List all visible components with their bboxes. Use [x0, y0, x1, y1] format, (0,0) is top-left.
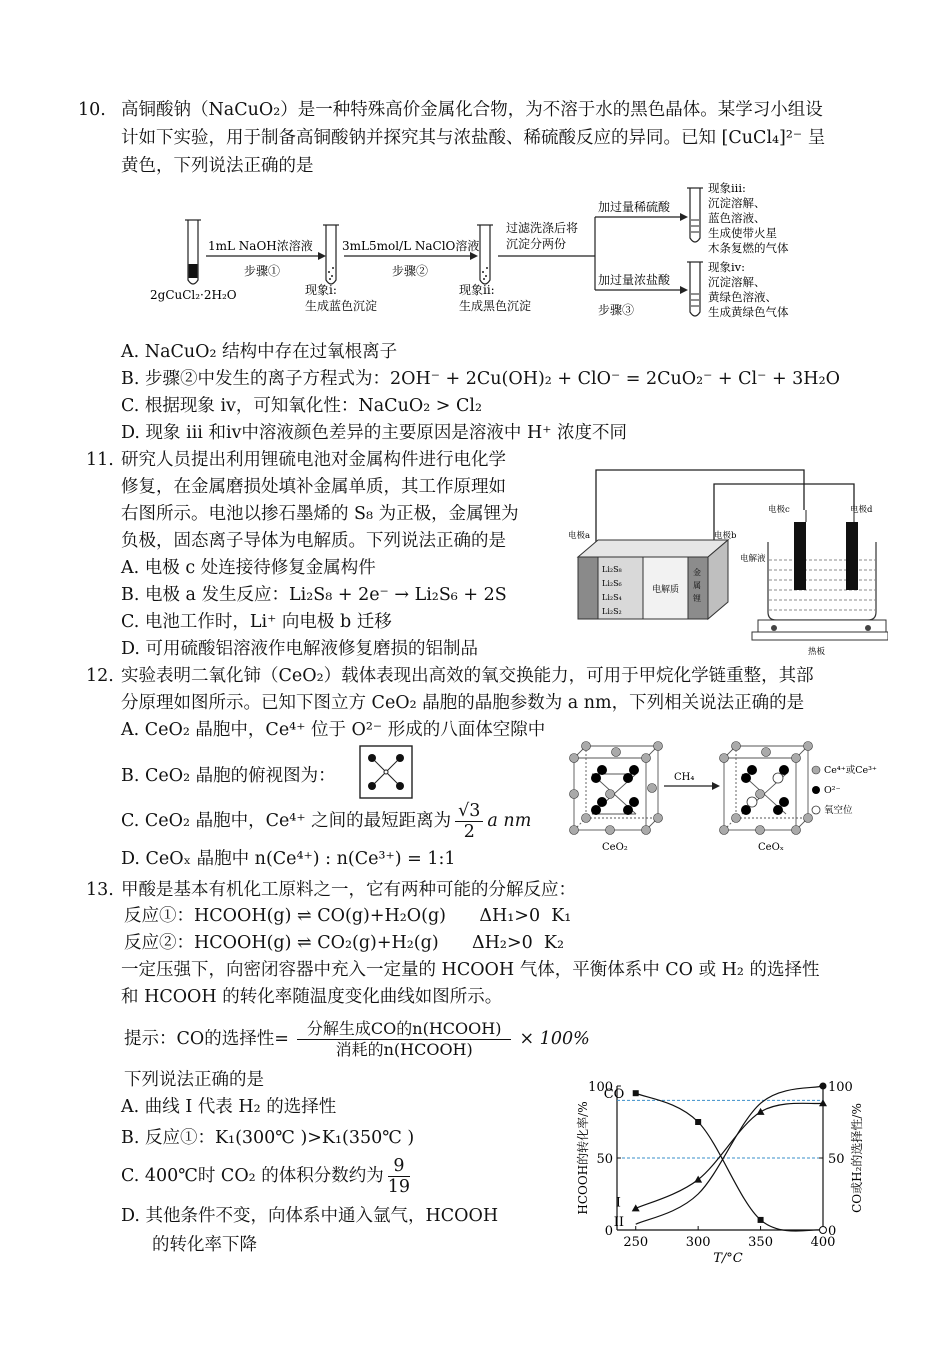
observation-1-text: 生成蓝色沉淀 [305, 299, 378, 313]
series-line-I [636, 1103, 823, 1208]
electrode-d-rod [846, 522, 858, 590]
q13-chart [565, 1072, 890, 1272]
series-label-II: II [613, 1215, 625, 1231]
svg-text:氧空位: 氧空位 [824, 805, 853, 816]
ceox-label: CeOₓ [758, 842, 785, 853]
q13-option-d-line1[interactable]: D. 其他条件不变，向体系中通入氩气，HCOOH [121, 1206, 499, 1226]
data-point-CO [695, 1119, 701, 1125]
q12-number: 12. [86, 666, 114, 686]
q13-hint-label: 提示：CO的选择性= [124, 1029, 289, 1049]
svg-text:Li₂S₆: Li₂S₆ [602, 579, 622, 588]
q13-paragraph-line2: 和 HCOOH 的转化率随温度变化曲线如图所示。 [121, 987, 503, 1007]
q13-reaction-2: 反应②：HCOOH(g) ⇌ CO₂(g)+H₂(g) ΔH₂>0 K₂ [124, 933, 564, 953]
q12-option-c[interactable] [121, 796, 531, 846]
series-label-CO: CO [603, 1087, 625, 1103]
svg-text:沉淀溶解、: 沉淀溶解、 [708, 196, 766, 210]
series-label-I: I [615, 1195, 621, 1211]
q11-option-c[interactable]: C. 电池工作时，Li⁺ 向电极 b 迁移 [121, 612, 392, 632]
metal-lithium-label [693, 567, 701, 603]
test-tube-2 [323, 225, 339, 284]
q10-flow-diagram [140, 180, 820, 330]
q11-stem-line4: 负极，固态离子导体为电解质。下列说法正确的是 [121, 531, 506, 551]
svg-text:现象iii:: 现象iii: [708, 181, 746, 195]
q13-hint-fraction: $\frac{\text{分解生成CO的n(HCOOH)}}{\text{消耗的n(HCOOH)}}$ [297, 1019, 512, 1060]
q12-crystal-figure [562, 740, 887, 855]
q11-stem-line2: 修复，在金属磨损处填补金属单质，其工作原理如 [121, 477, 506, 497]
y-axis-title-left: HCOOH的转化率/% [576, 1101, 590, 1215]
electrode-c-label: 电极c [768, 505, 790, 515]
svg-text:Ce⁴⁺或Ce³⁺: Ce⁴⁺或Ce³⁺ [824, 765, 877, 776]
q13-hint-suffix: × 100% [519, 1029, 590, 1049]
q11-stem-line1: 研究人员提出利用锂硫电池对金属构件进行电化学 [121, 450, 506, 470]
y-tick-label-left: 50 [596, 1152, 613, 1167]
data-point-I [757, 1108, 765, 1115]
ceox-unit-cell [720, 742, 813, 835]
q12-option-a[interactable]: A. CeO₂ 晶胞中，Ce⁴⁺ 位于 O²⁻ 形成的八面体空隙中 [121, 720, 546, 740]
y-tick-label-left: 100 [588, 1080, 613, 1095]
svg-text:生成黄绿色气体: 生成黄绿色气体 [708, 305, 789, 319]
battery-block [578, 540, 728, 619]
data-point-I [632, 1204, 640, 1211]
ceo2-label: CeO₂ [602, 842, 628, 853]
q13-question: 下列说法正确的是 [124, 1070, 264, 1090]
q13-option-c-text: C. 400℃时 CO₂ 的体积分数约为 [121, 1166, 384, 1186]
x-tick-label: 400 [810, 1235, 836, 1250]
test-tube-4 [690, 188, 700, 242]
q12-stem-line2: 分原理如图所示。已知下图立方 CeO₂ 晶胞的晶胞参数为 a nm，下列相关说法正确的是 [121, 693, 805, 713]
x-tick-label: 300 [685, 1235, 711, 1250]
data-point-I [819, 1099, 827, 1106]
acid-1-label: 加过量稀硫酸 [598, 200, 671, 214]
q13-stem: 甲酸是基本有机化工原料之一，它有两种可能的分解反应： [121, 880, 576, 900]
series-line-CO [636, 1093, 823, 1231]
q11-number: 11. [86, 450, 114, 470]
split-label-2: 沉淀分两份 [506, 237, 567, 251]
y-tick-label-right: 100 [828, 1080, 853, 1095]
y-tick-label-right: 0 [828, 1224, 837, 1239]
y-axis-title-right: CO或H₂的选择性/% [850, 1103, 864, 1213]
svg-text:木条复燃的气体: 木条复燃的气体 [708, 241, 789, 255]
q10-number: 10. [78, 100, 106, 120]
test-tube-3 [477, 225, 493, 284]
q10-option-c[interactable]: C. 根据现象 iv，可知氧化性：NaCuO₂ > Cl₂ [121, 396, 482, 416]
q12-option-d[interactable]: D. CeOₓ 晶胞中 n(Ce⁴⁺) : n(Ce³⁺) = 1:1 [121, 849, 456, 869]
electrolyte-label: 电解质 [652, 585, 680, 595]
q13-paragraph-line1: 一定压强下，向密闭容器中充入一定量的 HCOOH 气体，平衡体系中 CO 或 H₂ 的选择性 [121, 960, 820, 980]
ch4-arrow-label: CH₄ [674, 772, 695, 783]
svg-text:锂: 锂 [693, 594, 701, 603]
q10-option-d[interactable]: D. 现象 iii 和ⅳ中溶液颜色差异的主要原因是溶液中 H⁺ 浓度不同 [121, 423, 628, 443]
top-view-diagram [356, 742, 416, 802]
series-line-II [636, 1086, 823, 1224]
x-axis-title: T/°C [713, 1251, 743, 1266]
start-reagent-label: 2gCuCl₂·2H₂O [150, 288, 237, 302]
observation-3-block [708, 181, 789, 255]
q10-option-a[interactable]: A. NaCuO₂ 结构中存在过氧根离子 [121, 342, 398, 362]
observation-2-title: 现象ii: [459, 283, 495, 297]
svg-text:Li₂S₈: Li₂S₈ [602, 565, 622, 574]
test-tube-5 [690, 262, 700, 316]
q10-stem-line3: 黄色，下列说法正确的是 [121, 156, 314, 176]
electrode-a-label: 电极a [568, 531, 591, 541]
acid-2-label: 加过量浓盐酸 [598, 273, 671, 287]
reagent-1-label: 1mL NaOH浓溶液 [208, 239, 313, 253]
q12-option-b[interactable]: B. CeO₂ 晶胞的俯视图为： [121, 766, 336, 786]
hotplate-label: 热板 [808, 647, 826, 657]
x-tick-label: 250 [623, 1235, 649, 1250]
q13-reaction-1: 反应①：HCOOH(g) ⇌ CO(g)+H₂O(g) ΔH₁>0 K₁ [124, 906, 572, 926]
q13-option-c-fraction: $\frac{9}{19}$ [387, 1155, 411, 1197]
svg-text:Li₂S₄: Li₂S₄ [602, 593, 622, 602]
observation-2-text: 生成黑色沉淀 [459, 299, 532, 313]
q11-option-b[interactable]: B. 电极 a 发生反应：Li₂S₈ + 2e⁻ → Li₂S₆ + 2S [121, 585, 507, 605]
observation-1-title: 现象i: [305, 283, 337, 297]
svg-text:属: 属 [693, 581, 701, 590]
svg-text:O²⁻: O²⁻ [824, 785, 841, 796]
svg-text:沉淀溶解、: 沉淀溶解、 [708, 275, 766, 289]
data-point-CO-end [820, 1227, 827, 1234]
q11-option-a[interactable]: A. 电极 c 处连接待修复金属构件 [121, 558, 376, 578]
q11-battery-figure [568, 462, 888, 658]
q13-option-b[interactable]: B. 反应①：K₁(300℃ )>K₁(350℃ ) [121, 1128, 415, 1148]
electrode-d-label: 电极d [850, 505, 873, 515]
q12-option-c-text: C. CeO₂ 晶胞中，Ce⁴⁺ 之间的最短距离为 [121, 811, 452, 831]
q13-number: 13. [86, 880, 114, 900]
split-label-1: 过滤洗涤后将 [506, 221, 579, 235]
q13-option-a[interactable]: A. 曲线 I 代表 H₂ 的选择性 [121, 1097, 337, 1117]
q10-stem-line1: 高铜酸钠（NaCuO₂）是一种特殊高价金属化合物，为不溶于水的黑色晶体。某学习小组设 [121, 100, 823, 120]
q10-stem-line2: 计如下实验，用于制备高铜酸钠并探究其与浓盐酸、稀硫酸反应的异同。已知 [CuCl₄]²⁻ 呈 [121, 128, 826, 148]
x-tick-label: 350 [748, 1235, 773, 1250]
svg-text:黄绿色溶液、: 黄绿色溶液、 [708, 290, 777, 304]
q13-hint [124, 1014, 590, 1064]
svg-text:金: 金 [693, 568, 701, 577]
svg-text:生成使带火星: 生成使带火星 [708, 226, 777, 240]
electrode-c-rod [794, 522, 806, 590]
step-1-label: 步骤① [244, 264, 281, 278]
y-tick-label-left: 0 [604, 1224, 613, 1239]
q13-option-c[interactable] [121, 1152, 414, 1200]
y-tick-label-right: 50 [828, 1152, 845, 1167]
q12-option-c-unit: a nm [487, 811, 532, 831]
step-2-label: 步骤② [392, 264, 429, 278]
q10-option-b[interactable]: B. 步骤②中发生的离子方程式为：2OH⁻ + 2Cu(OH)₂ + ClO⁻ = 2CuO₂⁻ + Cl⁻ + 3H₂O [121, 369, 840, 389]
reagent-2-label: 3mL5mol/L NaClO溶液 [342, 239, 480, 253]
q11-stem-line3: 右图所示。电池以掺石墨烯的 S₈ 为正极，金属锂为 [121, 504, 519, 524]
crystal-legend [812, 764, 877, 816]
svg-text:现象iv:: 现象iv: [708, 260, 746, 274]
data-point-CO [758, 1217, 764, 1223]
beaker [768, 542, 876, 620]
svg-text:Li₂S₂: Li₂S₂ [602, 607, 622, 616]
data-point-CO [633, 1090, 639, 1096]
q12-stem-line1: 实验表明二氧化铈（CeO₂）载体表现出高效的氧交换能力，可用于甲烷化学链重整，其部 [121, 666, 814, 686]
observation-4-block [708, 260, 789, 319]
q13-option-d-line2: 的转化率下降 [152, 1235, 257, 1255]
q11-option-d[interactable]: D. 可用硫酸铝溶液作电解液修复磨损的铝制品 [121, 639, 479, 659]
data-point-II [820, 1083, 827, 1090]
step-3-label: 步骤③ [598, 303, 635, 317]
electrolyte-solution-label: 电解液 [740, 554, 766, 564]
svg-text:蓝色溶液、: 蓝色溶液、 [708, 211, 766, 225]
electrode-b-label: 电极b [714, 531, 737, 541]
q12-option-c-fraction: $\frac{√3}{2}$ [455, 801, 483, 842]
